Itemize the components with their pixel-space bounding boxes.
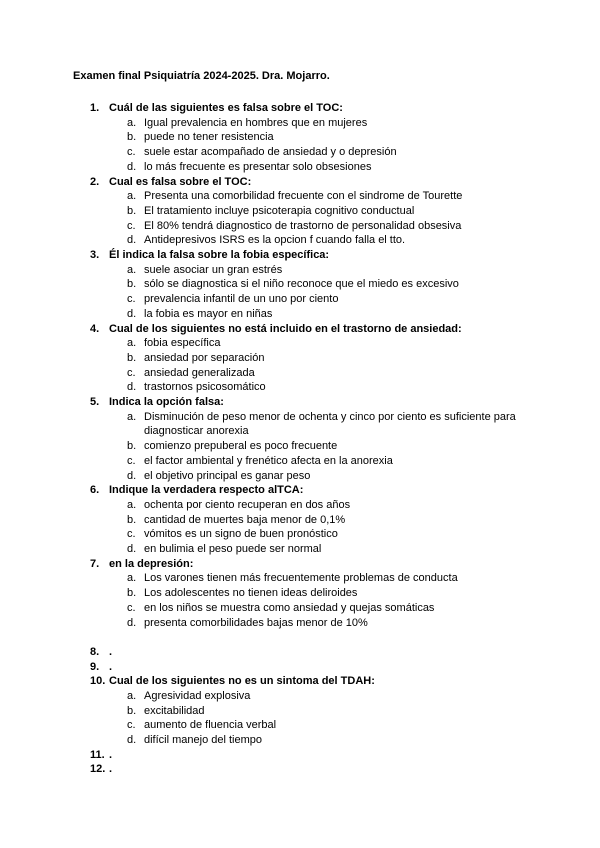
option-letter: d.: [127, 543, 137, 555]
question-text: Cual es falsa sobre el TOC:: [109, 175, 252, 188]
option-text: Antidepresivos ISRS es la opcion f cuando falla el tto.: [144, 234, 406, 247]
answer-option: [0, 145, 600, 160]
option-letter: a.: [127, 410, 137, 423]
option-text: Los varones tienen más frecuentemente problemas de conducta: [144, 572, 458, 585]
question-number: 4.: [90, 322, 100, 335]
question-number: 7.: [90, 557, 100, 570]
option-letter: a.: [127, 689, 137, 702]
option-text: vómitos es un signo de buen pronóstico: [144, 528, 338, 541]
answer-option: [0, 380, 600, 395]
option-letter: a.: [127, 572, 137, 585]
question-heading: [0, 674, 600, 689]
option-text: fobia específica: [144, 337, 221, 350]
question: [0, 322, 600, 396]
question-number: 8.: [90, 645, 100, 658]
option-text: lo más frecuente es presentar solo obsesiones: [144, 160, 372, 173]
answer-option: [0, 204, 600, 219]
option-letter: a.: [127, 498, 137, 511]
question: [0, 483, 600, 557]
question-text: Indica la opción falsa:: [109, 396, 224, 408]
answer-option: [0, 513, 600, 528]
question: [0, 175, 600, 249]
question-list: [0, 101, 600, 777]
answer-option: [0, 586, 600, 601]
question-heading: [0, 660, 600, 675]
question-heading: [0, 557, 600, 572]
option-letter: c.: [127, 219, 136, 232]
option-text: ansiedad por separación: [144, 351, 265, 364]
option-letter: c.: [127, 719, 136, 732]
answer-option: [0, 498, 600, 513]
option-text: ansiedad generalizada: [144, 366, 255, 379]
question-text: Cual de los siguientes no es un sintoma del TDAH:: [109, 675, 375, 688]
answer-option: [0, 189, 600, 204]
option-letter: a.: [127, 263, 137, 276]
option-text: Igual prevalencia en hombres que en mujeres: [144, 116, 368, 129]
question: [0, 395, 600, 483]
option-text: suele asociar un gran estrés: [144, 263, 283, 276]
question-heading: [0, 748, 600, 763]
answer-option: [0, 601, 600, 616]
answer-option: [0, 351, 600, 366]
option-text: la fobia es mayor en niñas: [144, 307, 273, 320]
option-letter: d.: [127, 307, 137, 320]
answer-option: [0, 616, 600, 631]
option-text: El 80% tendrá diagnostico de trastorno de personalidad obsesiva: [144, 219, 462, 232]
answer-option: [0, 718, 600, 733]
option-letter: c.: [127, 146, 136, 159]
option-letter: b.: [127, 204, 137, 217]
answer-option: [0, 542, 600, 557]
question: [0, 660, 600, 675]
option-letter: b.: [127, 278, 137, 291]
question-text: Cuál de las siguientes es falsa sobre el TOC:: [109, 102, 343, 114]
answer-option: [0, 689, 600, 704]
option-text: sólo se diagnostica si el niño reconoce que el miedo es excesivo: [144, 278, 459, 291]
option-letter: c.: [127, 454, 136, 467]
option-text: Disminución de peso menor de ochenta y cinco por ciento es suficiente para diagnosticar anorexia: [144, 410, 516, 438]
option-letter: b.: [127, 513, 137, 526]
question-heading: [0, 395, 600, 410]
option-letter: d.: [127, 381, 137, 394]
option-text: trastornos psicosomático: [144, 381, 266, 394]
answer-option: [0, 219, 600, 234]
question: [0, 248, 600, 322]
question-heading: [0, 322, 600, 337]
blank-line: [0, 630, 600, 645]
option-letter: d.: [127, 160, 137, 173]
option-text: Agresividad explosiva: [144, 689, 251, 702]
question-heading: [0, 762, 600, 777]
question-text: Indique la verdadera respecto alTCA:: [109, 484, 304, 497]
question: [0, 101, 600, 175]
answer-option: [0, 454, 600, 469]
option-letter: a.: [127, 337, 137, 350]
question-number: 10.: [90, 675, 106, 688]
answer-option: [0, 277, 600, 292]
option-letter: b.: [127, 704, 137, 717]
option-text: El tratamiento incluye psicoterapia cognitivo conductual: [144, 204, 415, 217]
answer-option: [0, 130, 600, 145]
question-text: .: [109, 748, 113, 761]
option-letter: d.: [127, 734, 137, 747]
answer-option: [0, 571, 600, 586]
question-heading: [0, 483, 600, 498]
option-text: excitabilidad: [144, 704, 205, 717]
option-text: en bulimia el peso puede ser normal: [144, 543, 322, 555]
answer-option: [0, 116, 600, 131]
question-heading: [0, 101, 600, 116]
option-text: ochenta por ciento recuperan en dos años: [144, 498, 351, 511]
option-text: Presenta una comorbilidad frecuente con el sindrome de Tourette: [144, 190, 463, 203]
answer-option: [0, 263, 600, 278]
answer-option: [0, 366, 600, 381]
option-text: el factor ambiental y frenético afecta en la anorexia: [144, 454, 393, 467]
question-text: .: [109, 645, 113, 658]
question: [0, 557, 600, 631]
question-number: 5.: [90, 396, 100, 408]
option-letter: b.: [127, 131, 137, 144]
answer-option: [0, 160, 600, 175]
question-text: Él indica la falsa sobre la fobia específica:: [109, 249, 330, 261]
answer-option: [0, 336, 600, 351]
option-letter: d.: [127, 616, 137, 629]
question-text: en la depresión:: [109, 557, 194, 570]
option-letter: b.: [127, 440, 137, 453]
answer-option: [0, 733, 600, 748]
option-text: en los niños se muestra como ansiedad y quejas somáticas: [144, 601, 435, 614]
option-text: comienzo prepuberal es poco frecuente: [144, 440, 338, 453]
question-number: 11.: [90, 748, 105, 761]
question-text: .: [109, 660, 113, 673]
option-text: aumento de fluencia verbal: [144, 719, 277, 732]
exam-title: Examen final Psiquiatría 2024-2025. Dra. Mojarro.: [73, 70, 330, 82]
option-text: presenta comorbilidades bajas menor de 10%: [144, 616, 368, 629]
question: [0, 748, 600, 763]
question-heading: [0, 175, 600, 190]
option-letter: c.: [127, 528, 136, 541]
answer-option: [0, 292, 600, 307]
option-letter: c.: [127, 601, 136, 614]
answer-option: [0, 233, 600, 248]
option-text: puede no tener resistencia: [144, 131, 274, 144]
answer-option: [0, 704, 600, 719]
option-text: prevalencia infantil de un uno por ciento: [144, 293, 339, 306]
option-text: difícil manejo del tiempo: [144, 734, 263, 747]
answer-option: [0, 439, 600, 454]
option-letter: d.: [127, 234, 137, 247]
answer-option: [0, 469, 600, 484]
question: [0, 762, 600, 777]
question-heading: [0, 248, 600, 263]
option-letter: a.: [127, 190, 137, 203]
option-text: suele estar acompañado de ansiedad y o depresión: [144, 146, 397, 159]
option-letter: b.: [127, 587, 137, 600]
option-text: cantidad de muertes baja menor de 0,1%: [144, 513, 346, 526]
question: [0, 674, 600, 748]
option-letter: c.: [127, 366, 136, 379]
answer-option: [0, 307, 600, 322]
option-text: Los adolescentes no tienen ideas deliroides: [144, 587, 358, 600]
question-number: 9.: [90, 660, 100, 673]
option-text: el objetivo principal es ganar peso: [144, 469, 311, 482]
option-letter: c.: [127, 293, 136, 306]
question-number: 6.: [90, 484, 100, 497]
question-number: 2.: [90, 175, 100, 188]
question-number: 3.: [90, 249, 100, 261]
question-number: 12.: [90, 763, 106, 776]
option-letter: b.: [127, 351, 137, 364]
question: [0, 645, 600, 660]
question-number: 1.: [90, 102, 100, 114]
question-text: .: [109, 763, 113, 776]
answer-option: [0, 410, 600, 439]
question-text: Cual de los siguientes no está incluido en el trastorno de ansiedad:: [109, 322, 462, 335]
option-letter: a.: [127, 116, 137, 129]
question-heading: [0, 645, 600, 660]
answer-option: [0, 527, 600, 542]
option-letter: d.: [127, 469, 137, 482]
